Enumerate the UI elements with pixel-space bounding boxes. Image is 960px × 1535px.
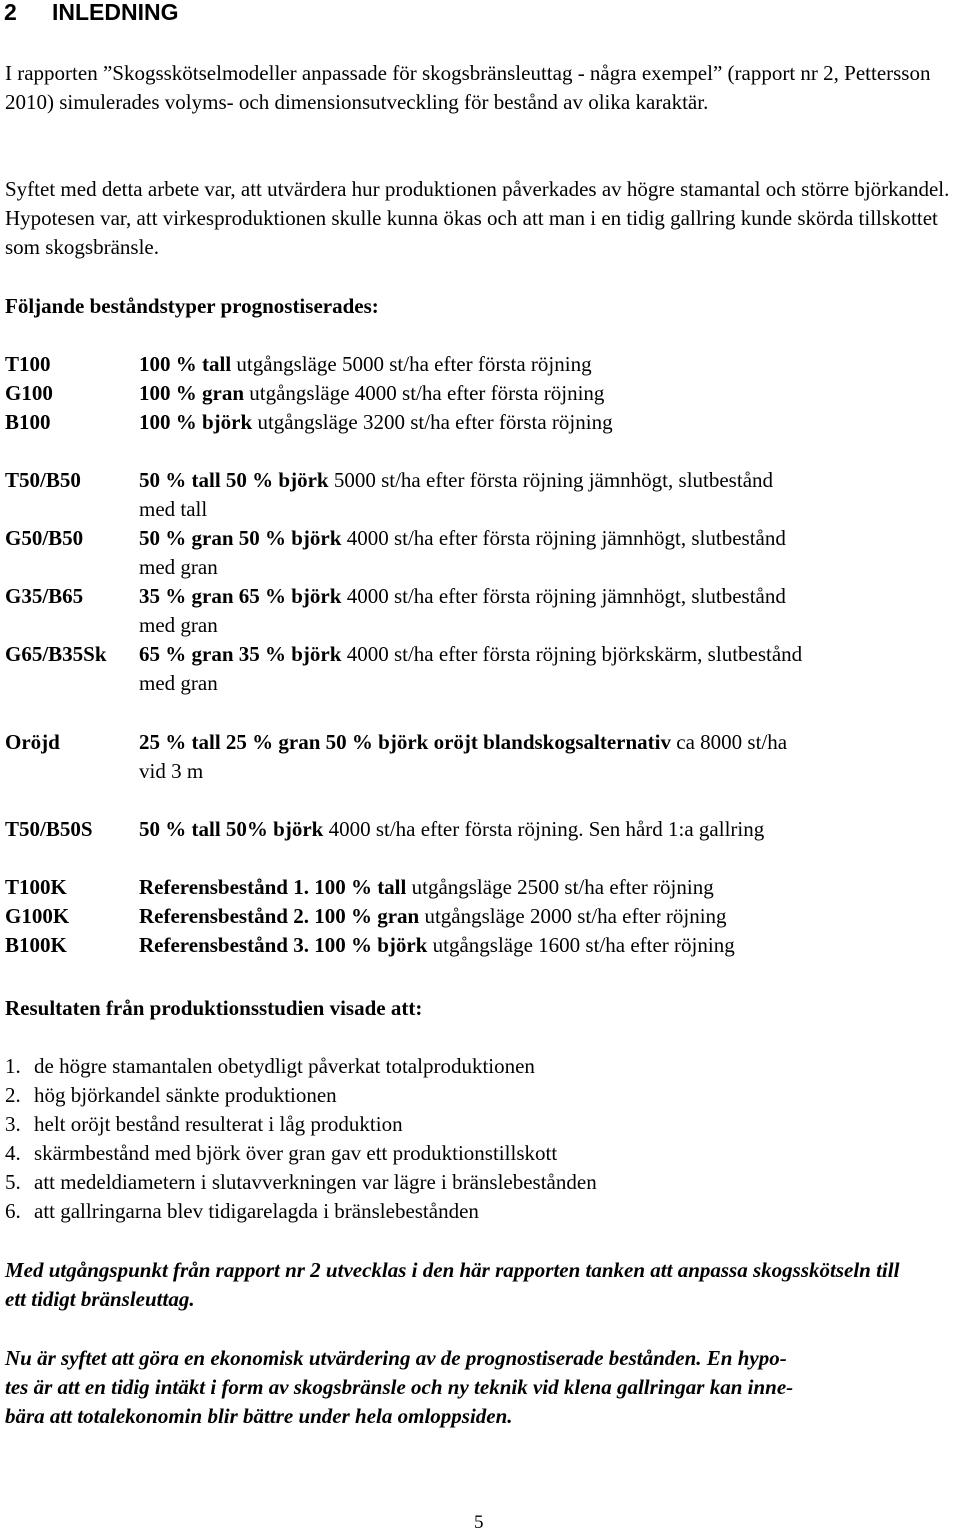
stand-description xyxy=(139,379,959,408)
list-item-text: helt oröjt bestånd resulterat i låg produktion xyxy=(34,1112,403,1136)
stand-description xyxy=(139,350,959,379)
conclusion-paragraph-2 xyxy=(5,1344,960,1431)
stand-details: 4000 st/ha efter första röjning. Sen hård 1:a gallring xyxy=(323,817,765,841)
stand-details: 4000 st/ha efter första röjning björkskärm, slutbestånd med gran xyxy=(139,642,803,695)
list-item-text: att gallringarna blev tidigarelagda i bränslebestånden xyxy=(34,1199,479,1223)
stand-code: G35/B65 xyxy=(5,584,84,608)
stand-composition: 100 % gran xyxy=(139,381,244,405)
stand-code: B100K xyxy=(5,933,67,957)
stand-details: utgångsläge 1600 st/ha efter röjning xyxy=(427,933,735,957)
stand-code: Oröjd xyxy=(5,730,60,754)
list-item-text: hög björkandel sänkte produktionen xyxy=(34,1083,337,1107)
stand-composition: 50 % tall 50% björk xyxy=(139,817,324,841)
stand-details: utgångsläge 3200 st/ha efter första röjning xyxy=(252,410,613,434)
list-item-text: skärmbestånd med björk över gran gav ett produktionstillskott xyxy=(34,1141,558,1165)
list-item-text: att medeldiametern i slutavverkningen var lägre i bränslebestånden xyxy=(34,1170,597,1194)
stand-description xyxy=(139,873,959,902)
stand-details: utgångsläge 4000 st/ha efter första röjning xyxy=(244,381,605,405)
stand-code: G65/B35Sk xyxy=(5,642,107,666)
stand-code: T50/B50S xyxy=(5,817,93,841)
page-number: 5 xyxy=(474,1512,484,1533)
stand-description xyxy=(139,902,959,931)
stand-description xyxy=(139,466,799,524)
stand-composition: 100 % tall xyxy=(139,352,232,376)
stand-description xyxy=(139,931,959,960)
conclusion-paragraph-1: Med utgångspunkt från rapport nr 2 utvecklas i den här rapporten tanken att anpassa skogsskötseln till ett tidigt bränsleuttag. xyxy=(5,1258,900,1311)
stand-description xyxy=(139,408,959,437)
stand-code: T100K xyxy=(5,875,67,899)
stand-composition: Referensbestånd 3. 100 % björk xyxy=(139,933,428,957)
stand-composition: 50 % gran 50 % björk xyxy=(139,526,342,550)
list-item-number: 3. xyxy=(5,1112,21,1136)
stand-description xyxy=(139,582,819,640)
stand-description xyxy=(139,728,799,786)
section-heading xyxy=(4,0,179,27)
list-item-text: de högre stamantalen obetydligt påverkat totalproduktionen xyxy=(34,1054,535,1078)
stand-description xyxy=(139,815,959,844)
results-heading: Resultaten från produktionsstudien visade att: xyxy=(5,996,423,1020)
stand-code: G100 xyxy=(5,381,53,405)
list-item-number: 6. xyxy=(5,1199,21,1223)
stand-details: 4000 st/ha efter första röjning jämnhögt, slutbestånd med gran xyxy=(139,526,786,579)
section-title: INLEDNING xyxy=(52,0,179,25)
stand-description xyxy=(139,524,819,582)
stand-composition: Referensbestånd 1. 100 % tall xyxy=(139,875,407,899)
stand-composition: 25 % tall 25 % gran 50 % björk oröjt blandskogsalternativ xyxy=(139,730,672,754)
conclusion-line: bära att totalekonomin blir bättre under hela omloppsiden. xyxy=(5,1404,513,1428)
section-number: 2 xyxy=(4,0,17,25)
stand-details: utgångsläge 5000 st/ha efter första röjning xyxy=(231,352,592,376)
stand-types-intro: Följande beståndstyper prognostiserades: xyxy=(5,294,379,318)
stand-details: utgångsläge 2000 st/ha efter röjning xyxy=(419,904,727,928)
stand-composition: Referensbestånd 2. 100 % gran xyxy=(139,904,420,928)
stand-code: T100 xyxy=(5,352,51,376)
stand-details: 5000 st/ha efter första röjning jämnhögt, slutbestånd med tall xyxy=(139,468,774,521)
stand-composition: 100 % björk xyxy=(139,410,253,434)
conclusion-line: Nu är syftet att göra en ekonomisk utvärdering av de prognostiserade bestånden. En hypo- xyxy=(5,1346,787,1370)
stand-composition: 50 % tall 50 % björk xyxy=(139,468,329,492)
stand-description xyxy=(139,640,839,698)
list-item-number: 2. xyxy=(5,1083,21,1107)
purpose-paragraph: Syftet med detta arbete var, att utvärdera hur produktionen påverkades av högre stamantal och större björkandel. Hypotesen var, att virkesproduktionen skulle kunna ökas och att man i en tidig gallring kunde skörda tillskottet som skogsbränsle. xyxy=(5,177,950,259)
list-item-number: 5. xyxy=(5,1170,21,1194)
stand-code: G100K xyxy=(5,904,70,928)
stand-composition: 65 % gran 35 % björk xyxy=(139,642,342,666)
stand-code: B100 xyxy=(5,410,51,434)
stand-composition: 35 % gran 65 % björk xyxy=(139,584,342,608)
stand-details: ca 8000 st/ha vid 3 m xyxy=(139,730,788,783)
stand-code: T50/B50 xyxy=(5,468,81,492)
list-item-number: 4. xyxy=(5,1141,21,1165)
list-item-number: 1. xyxy=(5,1054,21,1078)
intro-paragraph: I rapporten ”Skogsskötselmodeller anpassade för skogsbränsleuttag - några exempel” (rapport nr 2, Pettersson 2010) simulerades volyms- och dimensionsutveckling för bestånd av olika karaktär. xyxy=(5,61,931,114)
stand-details: utgångsläge 2500 st/ha efter röjning xyxy=(406,875,714,899)
stand-details: 4000 st/ha efter första röjning jämnhögt, slutbestånd med gran xyxy=(139,584,786,637)
stand-code: G50/B50 xyxy=(5,526,84,550)
conclusion-line: tes är att en tidig intäkt i form av skogsbränsle och ny teknik vid klena gallringar kan inne- xyxy=(5,1375,794,1399)
